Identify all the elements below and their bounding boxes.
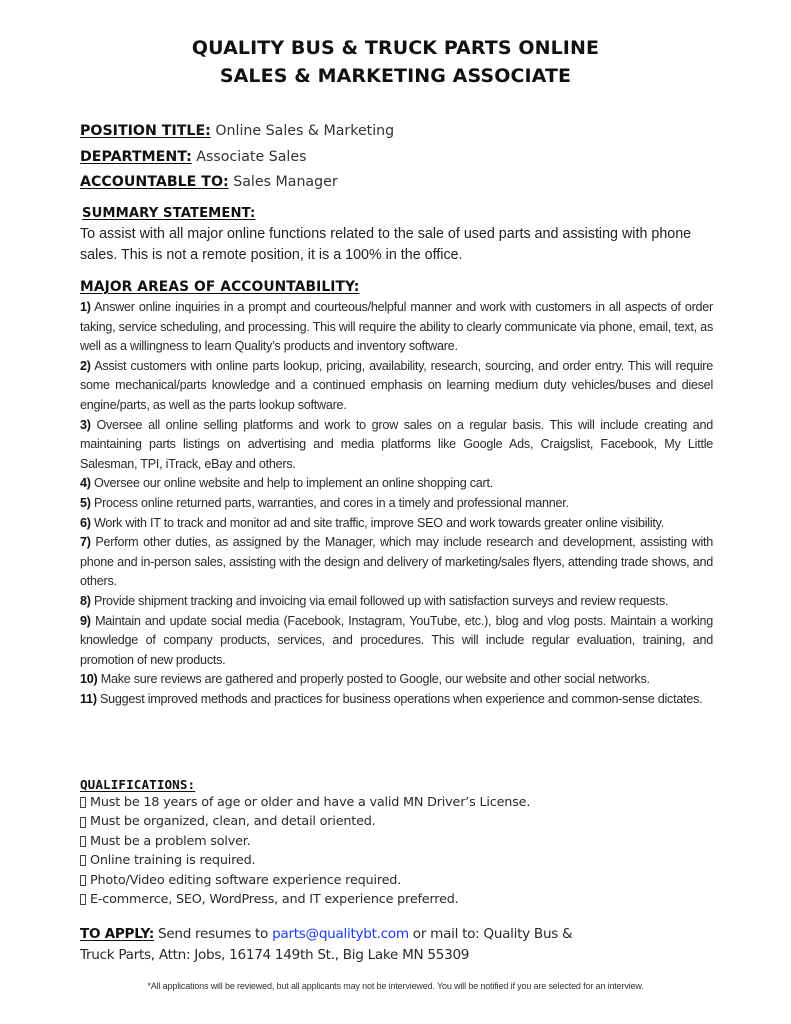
accountability-item: 9) Maintain and update social media (Facebook, Instagram, YouTube, etc.), blog and vlog posts. Maintain a working knowledge of company products, services, and procedures. This will include regular evaluation, training, and promotion of new products. [80, 613, 714, 667]
accountability-item: 2) Assist customers with online parts lookup, pricing, availability, research, sourcing, and order entry. This will require some mechanical/parts knowledge and a continued emphasis on learning medium duty vehicles/buses and diesel engine/parts, as well as the parts lookup software. [80, 358, 713, 412]
accountability-item: 11) Suggest improved methods and practices for business operations when experience and common-sense dictates. [80, 691, 703, 706]
position-title-label: POSITION TITLE: [80, 123, 211, 139]
title-line-2: SALES & MARKETING ASSOCIATE [219, 65, 572, 87]
accountability-item: 8) Provide shipment tracking and invoicing via email followed up with satisfaction surveys and review requests. [80, 593, 669, 608]
missing-glyph-box-icon [80, 817, 86, 828]
accountability-item: 4) Oversee our online website and help to implement an online shopping cart. [80, 476, 493, 491]
missing-glyph-box-icon [80, 855, 86, 866]
accountable-label: ACCOUNTABLE TO: [80, 174, 229, 190]
title-line-1: QUALITY BUS & TRUCK PARTS ONLINE [191, 37, 600, 59]
position-meta [80, 119, 394, 196]
accountability-item: 7) Perform other duties, as assigned by the Manager, which may include research and development, assisting with phone and in-person sales, assisting with the design and delivery of marketing/sales flyers, attending trade shows, and others. [80, 535, 713, 589]
qualification-item: Must be a problem solver. [80, 832, 530, 851]
department-row [80, 145, 394, 171]
apply-text-before: Send resumes to [157, 926, 269, 942]
missing-glyph-box-icon [80, 797, 86, 808]
apply-text-after: or mail to: Quality Bus & Truck Parts, Attn: Jobs, 16174 149th St., Big Lake MN 55309 [80, 926, 573, 963]
missing-glyph-box-icon [80, 875, 86, 886]
qualifications-list [80, 793, 530, 909]
department-label: DEPARTMENT: [80, 148, 192, 165]
accountability-list [80, 298, 713, 709]
accountable-value: Sales Manager [233, 174, 338, 190]
position-title-row [80, 119, 394, 145]
footnote: *All applications will be reviewed, but all applicants may not be interviewed. You will be notified if you are selected for an interview. [147, 981, 644, 991]
qualification-item: Must be 18 years of age or older and have a valid MN Driver’s License. [80, 793, 530, 812]
apply-section [80, 924, 600, 966]
accountability-heading: MAJOR AREAS OF ACCOUNTABILITY: [80, 279, 360, 295]
qualification-item: Photo/Video editing software experience required. [80, 871, 530, 890]
accountable-row [80, 170, 394, 196]
department-value: Associate Sales [196, 148, 307, 165]
accountability-item: 6) Work with IT to track and monitor ad and site traffic, improve SEO and work towards greater online visibility. [80, 515, 664, 530]
qualification-item: E-commerce, SEO, WordPress, and IT experience preferred. [80, 890, 530, 909]
qualifications-heading: QUALIFICATIONS: [80, 777, 196, 792]
accountability-item: 10) Make sure reviews are gathered and properly posted to Google, our website and other social networks. [80, 672, 650, 687]
accountability-item: 5) Process online returned parts, warranties, and cores in a timely and professional manner. [80, 495, 569, 510]
accountability-item: 3) Oversee all online selling platforms and work to grow sales on a regular basis. This will include creating and maintaining parts listings on advertising and media platforms like Google Ads, Craigslist, Facebook, My Little Salesman, TPI, iTrack, eBay and others. [80, 417, 713, 471]
qualification-item: Online training is required. [80, 851, 530, 870]
accountability-item: 1) Answer online inquiries in a prompt and courteous/helpful manner and work with customers in all aspects of order taking, service scheduling, and processing. This will require the ability to clearly communicate via phone, email, text, as well as a willingness to learn Quality’s products and inventory software. [80, 300, 713, 354]
email-link[interactable]: parts@qualitybt.com [272, 926, 409, 942]
summary-heading: SUMMARY STATEMENT: [82, 206, 256, 221]
missing-glyph-box-icon [80, 836, 86, 847]
qualification-item: Must be organized, clean, and detail oriented. [80, 812, 530, 831]
summary-text: To assist with all major online functions related to the sale of used parts and assisting with phone sales. This is not a remote position, it is a 100% in the office. [80, 226, 692, 263]
document-title [0, 34, 791, 90]
apply-label: TO APPLY: [80, 926, 154, 942]
missing-glyph-box-icon [80, 894, 86, 905]
position-title-value: Online Sales & Marketing [215, 123, 395, 139]
